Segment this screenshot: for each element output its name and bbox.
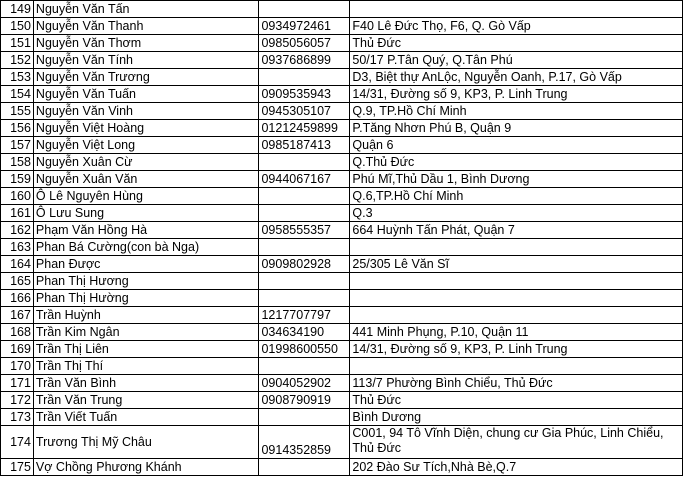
table-row <box>1 1 683 18</box>
phone-cell[interactable] <box>259 69 350 86</box>
row-number-cell[interactable]: 174 <box>1 426 34 459</box>
address-cell[interactable]: Q.3 <box>350 205 683 222</box>
row-number-cell[interactable]: 170 <box>1 358 34 375</box>
address-cell[interactable] <box>350 239 683 256</box>
address-cell[interactable]: P.Tăng Nhơn Phú B, Quận 9 <box>350 120 683 137</box>
phone-cell[interactable] <box>259 239 350 256</box>
row-number-cell[interactable]: 160 <box>1 188 34 205</box>
table-row <box>1 392 683 409</box>
row-number-cell[interactable]: 169 <box>1 341 34 358</box>
name-cell[interactable]: Trần Văn Bình <box>33 375 259 392</box>
table-row <box>1 307 683 324</box>
name-cell[interactable]: Nguyễn Việt Long <box>33 137 259 154</box>
row-number-cell[interactable]: 153 <box>1 69 34 86</box>
name-cell[interactable]: Nguyễn Văn Tính <box>33 52 259 69</box>
row-number-cell[interactable]: 156 <box>1 120 34 137</box>
phone-cell[interactable] <box>259 154 350 171</box>
row-number-cell[interactable]: 155 <box>1 103 34 120</box>
name-cell[interactable]: Nguyễn Văn Thơm <box>33 35 259 52</box>
table-row <box>1 222 683 239</box>
phone-cell[interactable]: 0937686899 <box>259 52 350 69</box>
row-number-cell[interactable]: 167 <box>1 307 34 324</box>
address-cell[interactable]: 664 Huỳnh Tấn Phát, Quận 7 <box>350 222 683 239</box>
row-number-cell[interactable]: 163 <box>1 239 34 256</box>
row-number-cell[interactable]: 157 <box>1 137 34 154</box>
address-cell[interactable] <box>350 290 683 307</box>
table-row <box>1 239 683 256</box>
name-cell[interactable]: Vợ Chồng Phương Khánh <box>33 459 259 476</box>
row-number-cell[interactable]: 166 <box>1 290 34 307</box>
row-number-cell[interactable]: 172 <box>1 392 34 409</box>
table-row <box>1 426 683 459</box>
phone-cell[interactable]: 0909802928 <box>259 256 350 273</box>
address-cell[interactable]: Thủ Đức <box>350 392 683 409</box>
table-row <box>1 18 683 35</box>
address-cell[interactable]: 202 Đào Sư Tích,Nhà Bè,Q.7 <box>350 459 683 476</box>
name-cell[interactable]: Trần Thị Thí <box>33 358 259 375</box>
name-cell[interactable]: Phạm Văn Hồng Hà <box>33 222 259 239</box>
table-row <box>1 273 683 290</box>
name-cell[interactable]: Nguyễn Văn Vinh <box>33 103 259 120</box>
table-row <box>1 35 683 52</box>
address-cell[interactable]: 441 Minh Phụng, P.10, Quận 11 <box>350 324 683 341</box>
name-cell[interactable]: Nguyễn Văn Thanh <box>33 18 259 35</box>
table-row <box>1 103 683 120</box>
table-row <box>1 459 683 476</box>
address-cell[interactable] <box>350 1 683 18</box>
address-cell[interactable]: Q.Thủ Đức <box>350 154 683 171</box>
table-row <box>1 154 683 171</box>
table-row <box>1 171 683 188</box>
name-cell[interactable]: Trần Kim Ngân <box>33 324 259 341</box>
name-cell[interactable]: Nguyễn Văn Tuấn <box>33 86 259 103</box>
row-number-cell[interactable]: 175 <box>1 459 34 476</box>
phone-cell[interactable]: 01998600550 <box>259 341 350 358</box>
name-cell[interactable]: Phan Bá Cường(con bà Nga) <box>33 239 259 256</box>
row-number-cell[interactable]: 161 <box>1 205 34 222</box>
phone-cell[interactable]: 01212459899 <box>259 120 350 137</box>
phone-cell[interactable] <box>259 459 350 476</box>
address-cell[interactable]: 14/31, Đường số 9, KP3, P. Linh Trung <box>350 86 683 103</box>
name-cell[interactable]: Phan Thị Hương <box>33 273 259 290</box>
phone-cell[interactable]: 0909535943 <box>259 86 350 103</box>
name-cell[interactable]: Trần Thị Liên <box>33 341 259 358</box>
name-cell[interactable]: Phan Thị Hường <box>33 290 259 307</box>
address-cell[interactable]: C001, 94 Tô Vĩnh Diện, chung cư Gia Phúc, Linh Chiểu, Thủ Đức <box>350 426 683 459</box>
table-row <box>1 205 683 222</box>
name-cell[interactable]: Nguyễn Xuân Cừ <box>33 154 259 171</box>
phone-cell[interactable] <box>259 273 350 290</box>
name-cell[interactable]: Trần Văn Trung <box>33 392 259 409</box>
row-number-cell[interactable]: 165 <box>1 273 34 290</box>
row-number-cell[interactable]: 173 <box>1 409 34 426</box>
row-number-cell[interactable]: 151 <box>1 35 34 52</box>
address-cell[interactable]: Quận 6 <box>350 137 683 154</box>
phone-cell[interactable]: 1217707797 <box>259 307 350 324</box>
phone-cell[interactable]: 0944067167 <box>259 171 350 188</box>
phone-cell[interactable] <box>259 188 350 205</box>
name-cell[interactable]: Nguyễn Xuân Văn <box>33 171 259 188</box>
row-number-cell[interactable]: 154 <box>1 86 34 103</box>
address-cell[interactable]: D3, Biệt thự AnLộc, Nguyễn Oanh, P.17, Gò Vấp <box>350 69 683 86</box>
address-cell[interactable]: 25/305 Lê Văn Sĩ <box>350 256 683 273</box>
address-cell[interactable]: Q.6,TP.Hồ Chí Minh <box>350 188 683 205</box>
name-cell[interactable]: Nguyễn Việt Hoàng <box>33 120 259 137</box>
row-number-cell[interactable]: 150 <box>1 18 34 35</box>
address-cell[interactable] <box>350 273 683 290</box>
address-cell[interactable] <box>350 358 683 375</box>
phone-cell[interactable] <box>259 409 350 426</box>
address-cell[interactable]: Q.9, TP.Hồ Chí Minh <box>350 103 683 120</box>
phone-cell[interactable]: 0985056057 <box>259 35 350 52</box>
name-cell[interactable]: Ô Lưu Sung <box>33 205 259 222</box>
row-number-cell[interactable]: 171 <box>1 375 34 392</box>
table-row <box>1 256 683 273</box>
spreadsheet-body <box>1 1 683 476</box>
phone-cell[interactable]: 0958555357 <box>259 222 350 239</box>
row-number-cell[interactable]: 158 <box>1 154 34 171</box>
name-cell[interactable]: Trần Viết Tuấn <box>33 409 259 426</box>
phone-cell[interactable] <box>259 1 350 18</box>
row-number-cell[interactable]: 168 <box>1 324 34 341</box>
address-cell[interactable]: 14/31, Đường số 9, KP3, P. Linh Trung <box>350 341 683 358</box>
address-cell[interactable]: Thủ Đức <box>350 35 683 52</box>
address-cell[interactable]: 50/17 P.Tân Quý, Q.Tân Phú <box>350 52 683 69</box>
row-number-cell[interactable]: 149 <box>1 1 34 18</box>
address-cell[interactable] <box>350 307 683 324</box>
phone-cell[interactable]: 0985187413 <box>259 137 350 154</box>
table-row <box>1 375 683 392</box>
table-row <box>1 358 683 375</box>
table-row <box>1 120 683 137</box>
table-row <box>1 69 683 86</box>
phone-cell[interactable]: 034634190 <box>259 324 350 341</box>
name-cell[interactable]: Trương Thị Mỹ Châu <box>33 426 259 459</box>
phone-cell[interactable]: 0914352859 <box>259 426 350 459</box>
table-row <box>1 290 683 307</box>
name-cell[interactable]: Nguyễn Văn Tấn <box>33 1 259 18</box>
name-cell[interactable]: Trần Huỳnh <box>33 307 259 324</box>
table-row <box>1 341 683 358</box>
phone-cell[interactable]: 0904052902 <box>259 375 350 392</box>
table-row <box>1 86 683 103</box>
address-cell[interactable]: F40 Lê Đức Thọ, F6, Q. Gò Vấp <box>350 18 683 35</box>
table-row <box>1 52 683 69</box>
phone-cell[interactable] <box>259 358 350 375</box>
row-number-cell[interactable]: 159 <box>1 171 34 188</box>
address-cell[interactable]: Phú Mĩ,Thủ Dầu 1, Bình Dương <box>350 171 683 188</box>
address-cell[interactable]: Bình Dương <box>350 409 683 426</box>
row-number-cell[interactable]: 164 <box>1 256 34 273</box>
name-cell[interactable]: Phan Được <box>33 256 259 273</box>
address-cell[interactable]: 113/7 Phường Bình Chiểu, Thủ Đức <box>350 375 683 392</box>
row-number-cell[interactable]: 162 <box>1 222 34 239</box>
phone-cell[interactable]: 0908790919 <box>259 392 350 409</box>
table-row <box>1 188 683 205</box>
phone-cell[interactable] <box>259 290 350 307</box>
phone-cell[interactable]: 0934972461 <box>259 18 350 35</box>
row-number-cell[interactable]: 152 <box>1 52 34 69</box>
table-row <box>1 137 683 154</box>
phone-cell[interactable] <box>259 205 350 222</box>
name-cell[interactable]: Ô Lê Nguyên Hùng <box>33 188 259 205</box>
table-row <box>1 324 683 341</box>
name-cell[interactable]: Nguyễn Văn Trương <box>33 69 259 86</box>
table-row <box>1 409 683 426</box>
phone-cell[interactable]: 0945305107 <box>259 103 350 120</box>
